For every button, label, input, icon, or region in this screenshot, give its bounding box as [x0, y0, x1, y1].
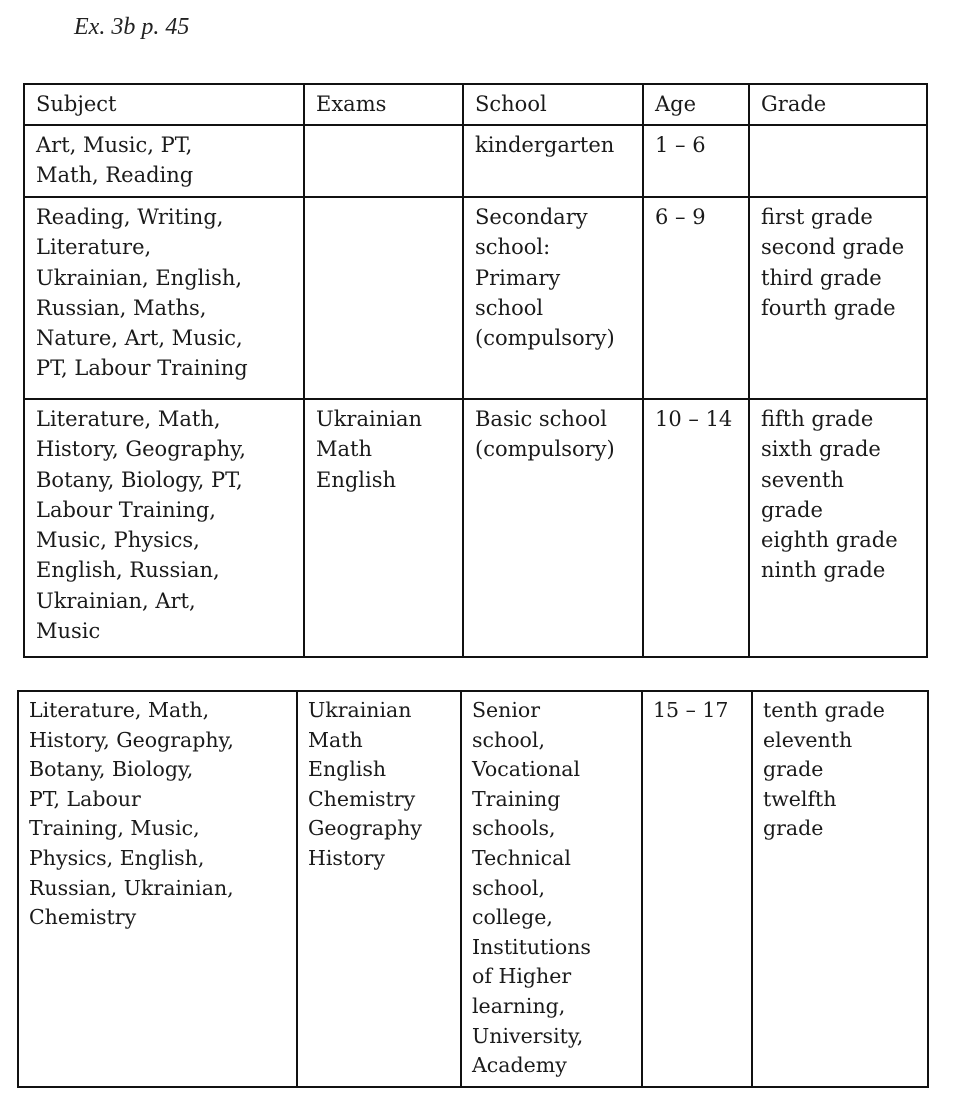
table-row: [24, 197, 927, 399]
subject-cell: Reading, Writing, Literature, Ukrainian, English, Russian, Maths, Nature, Art, Music, PT, Labour Training: [24, 197, 304, 399]
table-row: [24, 125, 927, 197]
school-cell: Senior school, Vocational Training schools, Technical school, college, Institutions of Higher learning, University, Academy: [461, 691, 642, 1087]
table-row: [24, 399, 927, 657]
school-system-table-part-2: [17, 690, 929, 1088]
school-system-table-part-1: [23, 83, 928, 658]
exams-cell: Ukrainian Math English Chemistry Geography History: [297, 691, 461, 1087]
header-row: [24, 84, 927, 125]
header-exams: Exams: [304, 84, 463, 125]
header-grade: Grade: [749, 84, 927, 125]
header-school: School: [463, 84, 643, 125]
header-age: Age: [643, 84, 749, 125]
subject-cell: Art, Music, PT, Math, Reading: [24, 125, 304, 197]
grade-cell: fifth grade sixth grade seventh grade eighth grade ninth grade: [749, 399, 927, 657]
school-cell: kindergarten: [463, 125, 643, 197]
exams-cell: [304, 125, 463, 197]
age-cell: 1 – 6: [643, 125, 749, 197]
age-cell: 15 – 17: [642, 691, 752, 1087]
subject-cell: Literature, Math, History, Geography, Botany, Biology, PT, Labour Training, Music, Physics, English, Russian, Ukrainian, Chemistry: [18, 691, 297, 1087]
exams-cell: Ukrainian Math English: [304, 399, 463, 657]
subject-cell: Literature, Math, History, Geography, Botany, Biology, PT, Labour Training, Music, Physics, English, Russian, Ukrainian, Art, Music: [24, 399, 304, 657]
age-cell: 10 – 14: [643, 399, 749, 657]
header-subject: Subject: [24, 84, 304, 125]
exercise-caption: Ex. 3b p. 45: [74, 14, 190, 40]
grade-cell: tenth grade eleventh grade twelfth grade: [752, 691, 928, 1087]
school-cell: Basic school (compulsory): [463, 399, 643, 657]
grade-cell: first grade second grade third grade fourth grade: [749, 197, 927, 399]
exams-cell: [304, 197, 463, 399]
grade-cell: [749, 125, 927, 197]
age-cell: 6 – 9: [643, 197, 749, 399]
school-cell: Secondary school: Primary school (compulsory): [463, 197, 643, 399]
table-row: [18, 691, 928, 1087]
